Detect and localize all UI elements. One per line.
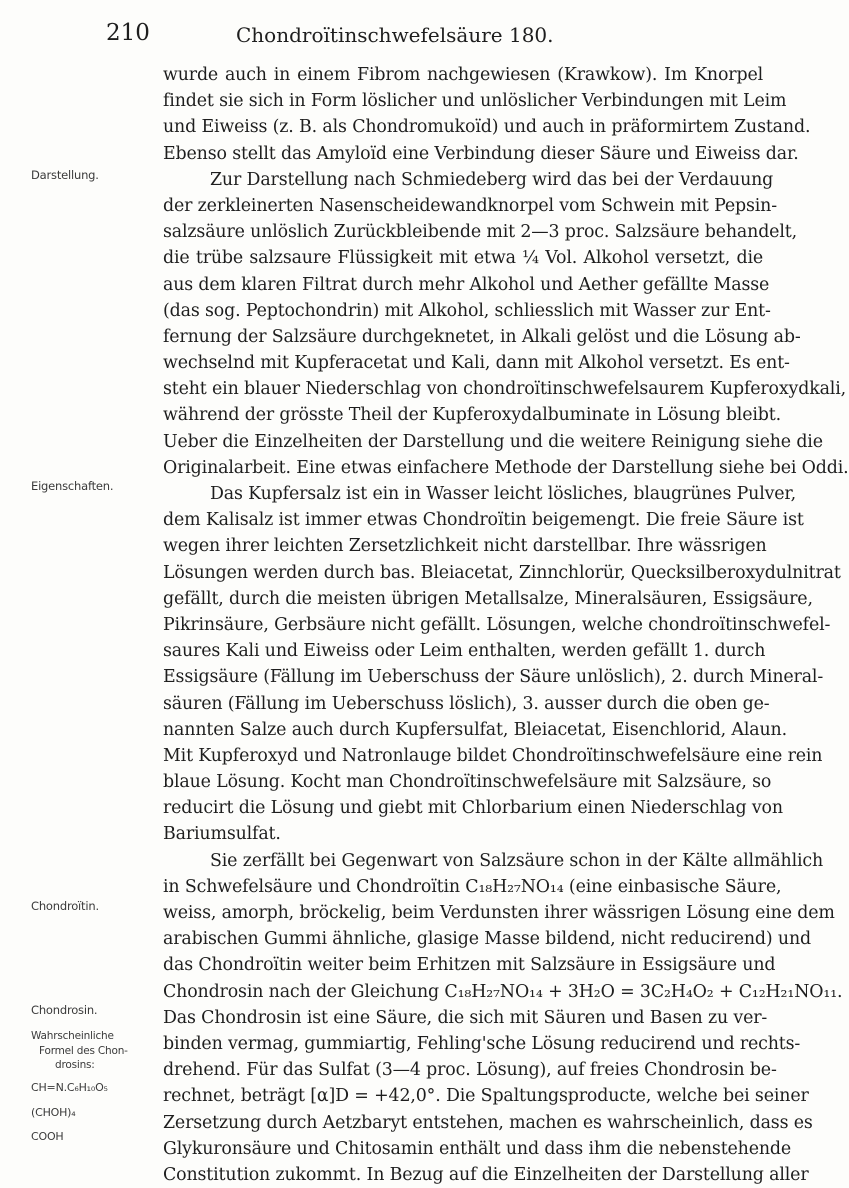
- text-line: gefällt, durch die meisten übrigen Metallsalze, Mineralsäuren, Essigsäure,: [163, 588, 813, 609]
- text-line: reducirt die Lösung und giebt mit Chlorbarium einen Niederschlag von: [163, 798, 783, 819]
- margin-note-chondroitin: Chondroïtin.: [31, 899, 99, 913]
- text-line: dem Kalisalz ist immer etwas Chondroïtin beigemengt. Die freie Säure ist: [163, 510, 804, 531]
- text-line: blaue Lösung. Kocht man Chondroïtinschwefelsäure mit Salzsäure, so: [163, 772, 772, 793]
- margin-note-chondrosin: Chondrosin.: [31, 1003, 98, 1017]
- formula-line-2: (CHOH)₄: [31, 1106, 76, 1119]
- text-line: Sie zerfällt bei Gegenwart von Salzsäure schon in der Kälte allmählich: [210, 850, 824, 871]
- text-line: Zersetzung durch Aetzbaryt entstehen, machen es wahrscheinlich, dass es: [163, 1112, 813, 1133]
- text-line: arabischen Gummi ähnliche, glasige Masse bildend, nicht reducirend) und: [163, 929, 811, 950]
- text-line: fernung der Salzsäure durchgeknetet, in Alkali gelöst und die Lösung ab-: [163, 326, 801, 347]
- text-line: Essigsäure (Fällung im Ueberschuss der Säure unlöslich), 2. durch Mineral-: [163, 667, 824, 688]
- text-line: binden vermag, gummiartig, Fehling'sche Lösung reducirend und rechts-: [163, 1033, 801, 1054]
- text-line: findet sie sich in Form löslicher und unlöslicher Verbindungen mit Leim: [163, 91, 787, 112]
- text-line: säuren (Fällung im Ueberschuss löslich), 3. ausser durch die oben ge-: [163, 693, 770, 714]
- text-line: weiss, amorph, bröckelig, beim Verdunsten ihrer wässrigen Lösung eine dem: [163, 903, 835, 923]
- text-line: das Chondroïtin weiter beim Erhitzen mit Salzsäure in Essigsäure und: [163, 955, 776, 976]
- text-line: wegen ihrer leichten Zersetzlichkeit nicht darstellbar. Ihre wässrigen: [163, 536, 767, 557]
- text-line: Zur Darstellung nach Schmiedeberg wird das bei der Verdauung: [210, 169, 774, 190]
- text-line: Mit Kupferoxyd und Natronlauge bildet Chondroïtinschwefelsäure eine rein: [163, 745, 823, 766]
- text-line: Ebenso stellt das Amyloïd eine Verbindung dieser Säure und Eiweiss dar.: [163, 143, 799, 164]
- text-line: während der grösste Theil der Kupferoxydalbuminate in Lösung bleibt.: [163, 405, 781, 426]
- margin-note-formel: Formel des Chon-: [39, 1045, 128, 1057]
- text-line: steht ein blauer Niederschlag von chondroïtinschwefelsaurem Kupferoxydkali,: [163, 379, 847, 400]
- text-line: rechnet, beträgt [α]D = +42,0°. Die Spaltungsproducte, welche bei seiner: [163, 1086, 809, 1107]
- margin-note-wahrscheinliche: Wahrscheinliche: [31, 1030, 114, 1042]
- text-line: Pikrinsäure, Gerbsäure nicht gefällt. Lösungen, welche chondroïtinschwefel-: [163, 614, 831, 635]
- text-line: drehend. Für das Sulfat (3—4 proc. Lösung), auf freies Chondrosin be-: [163, 1060, 777, 1081]
- formula-line-3: COOH: [31, 1130, 64, 1143]
- page-number: 210: [106, 20, 150, 46]
- text-line: Lösungen werden durch bas. Bleiacetat, Zinnchlorür, Quecksilberoxydulnitrat: [163, 562, 841, 583]
- body-text: [163, 62, 849, 1188]
- margin-note-eigenschaften: Eigenschaften.: [31, 479, 114, 493]
- text-line: Constitution zukommt. In Bezug auf die Einzelheiten der Darstellung aller: [163, 1164, 809, 1185]
- formula-line-1: CH=N.C₆H₁₀O₅: [31, 1081, 108, 1094]
- margin-note-drosins: drosins:: [55, 1059, 95, 1071]
- text-line: aus dem klaren Filtrat durch mehr Alkohol und Aether gefällte Masse: [163, 274, 770, 295]
- text-line: der zerkleinerten Nasenscheidewandknorpel vom Schwein mit Pepsin-: [163, 195, 777, 216]
- text-line: wurde auch in einem Fibrom nachgewiesen (Krawkow). Im Knorpel: [163, 65, 763, 85]
- text-line: Bariumsulfat.: [163, 824, 281, 845]
- text-line: saures Kali und Eiweiss oder Leim enthalten, werden gefällt 1. durch: [163, 641, 766, 662]
- text-line: salzsäure unlöslich Zurückbleibende mit 2—3 proc. Salzsäure behandelt,: [163, 222, 797, 243]
- text-line: Originalarbeit. Eine etwas einfachere Methode der Darstellung siehe bei Oddi.: [163, 457, 849, 478]
- text-line: (das sog. Peptochondrin) mit Alkohol, schliesslich mit Wasser zur Ent-: [163, 300, 771, 321]
- text-line: nannten Salze auch durch Kupfersulfat, Bleiacetat, Eisenchlorid, Alaun.: [163, 719, 787, 740]
- text-line: Glykuronsäure und Chitosamin enthält und dass ihm die nebenstehende: [163, 1138, 792, 1159]
- text-line: Das Kupfersalz ist ein in Wasser leicht lösliches, blaugrünes Pulver,: [210, 484, 797, 504]
- text-line: Chondrosin nach der Gleichung C₁₈H₂₇NO₁₄ + 3H₂O = 3C₂H₄O₂ + C₁₂H₂₁NO₁₁.: [163, 981, 843, 1002]
- page-header: [96, 20, 776, 50]
- text-line: wechselnd mit Kupferacetat und Kali, dann mit Alkohol versetzt. Es ent-: [163, 353, 790, 374]
- text-line: in Schwefelsäure und Chondroïtin C₁₈H₂₇NO₁₄ (eine einbasische Säure,: [163, 876, 782, 897]
- text-line: Das Chondrosin ist eine Säure, die sich mit Säuren und Basen zu ver-: [163, 1007, 768, 1028]
- margin-note-darstellung: Darstellung.: [31, 168, 99, 182]
- running-title: Chondroïtinschwefelsäure 180.: [236, 23, 554, 47]
- text-line: die trübe salzsaure Flüssigkeit mit etwa ¼ Vol. Alkohol versetzt, die: [163, 248, 763, 269]
- text-line: Ueber die Einzelheiten der Darstellung und die weitere Reinigung siehe die: [163, 431, 823, 452]
- text-line: und Eiweiss (z. B. als Chondromukoïd) und auch in präformirtem Zustand.: [163, 117, 811, 138]
